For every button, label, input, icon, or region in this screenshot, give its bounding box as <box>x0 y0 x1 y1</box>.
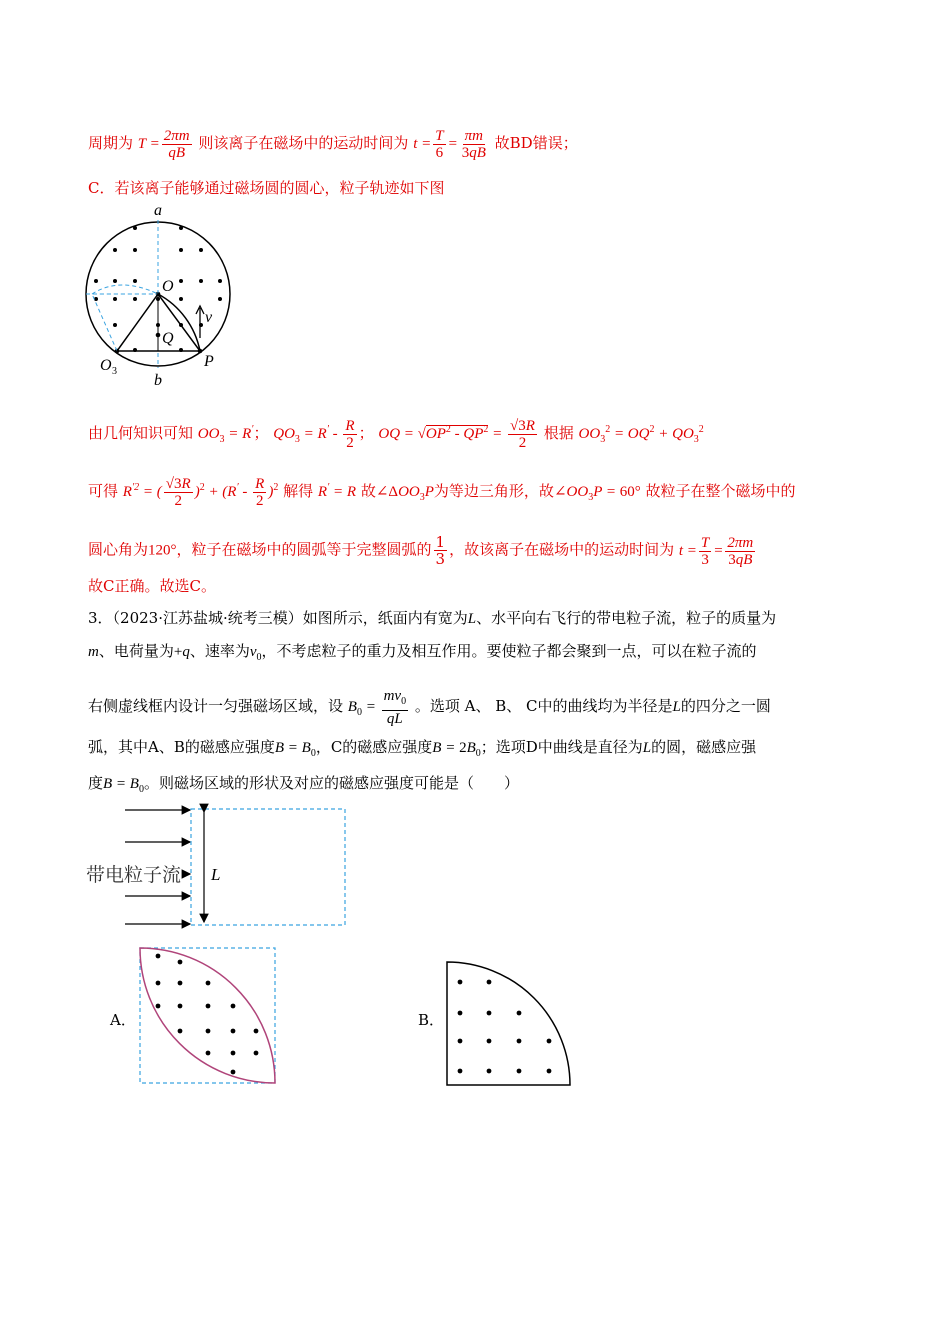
svg-text:L: L <box>211 865 221 884</box>
svg-text:Q: Q <box>162 330 174 347</box>
option-a-figure[interactable] <box>138 946 278 1086</box>
formula-time-1: t = $\frac{T}{6}$ = $\frac{\pi m}{3qB}$ <box>413 128 486 161</box>
question-3-line-3: 右侧虚线框内设计一匀强磁场区域，设 $B_0$ = $\frac{mv_0}{qL}$ 。选项 A、 B、 C中的曲线均为半径是L的四分之一圆 <box>88 688 771 727</box>
svg-text:v: v <box>205 309 213 326</box>
option-b-label[interactable]: B． <box>418 1011 445 1029</box>
solution-line-1: 周期为 T = $\frac{2\pi m}{qB}$ 则该离子在磁场中的运动时间为 t = $\frac{T}{6}$ = $\frac{\pi m}{3qB}$ 故BD错误； <box>88 128 578 161</box>
svg-text:P: P <box>204 353 214 370</box>
question-3-line-1: 3．（2023·江苏盐城·统考三模）如图所示，纸面内有宽为L、水平向右飞行的带电粒子流，粒子的质量为 <box>88 609 777 627</box>
svg-text:b: b <box>154 372 162 389</box>
formula-period: T = $\frac{2\pi m}{qB}$ <box>137 128 190 161</box>
question-3-line-2: m、电荷量为+q、速率为$v_0$，不考虑粒子的重力及相互作用。要使粒子都会聚到一点，可以在粒子流的 <box>88 642 757 663</box>
svg-text:带电粒子流: 带电粒子流 <box>86 865 182 886</box>
solution-line-3: 由几何知识可知 $OO_3 = R'$； $QO_3 = R'$ - $\frac{R}{2}$ ； OQ = $√OP^2 - QP^2$ = $\frac{√3R}{2}$ 根据 $OO_3^2 = OQ^2 + QO_3^2$ <box>88 418 704 451</box>
solution-line-5: 圆心角为120°，粒子在磁场中的圆弧等于完整圆弧的 $\frac{1}{3}$ ，故该离子在磁场中的运动时间为 t = $\frac{T}{3}$ = $\frac{2\pi m}{3qB}$ <box>88 533 754 568</box>
solution-line-6: 故C正确。故选C。 <box>88 577 216 595</box>
solution-line-4: 可得 $R^{'2}$ = ( $\frac{√3R}{2}$ )$^2$ + (R′ - $\frac{R}{2}$ )$^2$ 解得 R′ = R 故$\angle\Delta OO_3P$为等边三角形，故$\angle OO_3P = 60^\circ$ 故粒子在整个磁场中的 <box>88 476 796 509</box>
svg-text:a: a <box>154 202 162 219</box>
solution-line-2: C．若该离子能够通过磁场圆的圆心，粒子轨迹如下图 <box>88 179 445 197</box>
option-b-figure[interactable] <box>445 960 575 1088</box>
svg-text:O: O <box>100 357 112 374</box>
trajectory-figure <box>80 198 250 393</box>
svg-text:3: 3 <box>112 366 117 377</box>
particle-stream-figure <box>80 800 360 935</box>
question-3-line-4: 弧，其中A、B的磁感应强度$B = B_0$，C的磁感应强度$B = 2B_0$；选项D中曲线是直径为L的圆，磁感应强 <box>88 738 757 759</box>
svg-text:O: O <box>162 278 174 295</box>
option-a-label[interactable]: A． <box>110 1011 136 1029</box>
question-3-line-5: 度$B = B_0$。则磁场区域的形状及对应的磁感应强度可能是（ ） <box>88 774 519 795</box>
